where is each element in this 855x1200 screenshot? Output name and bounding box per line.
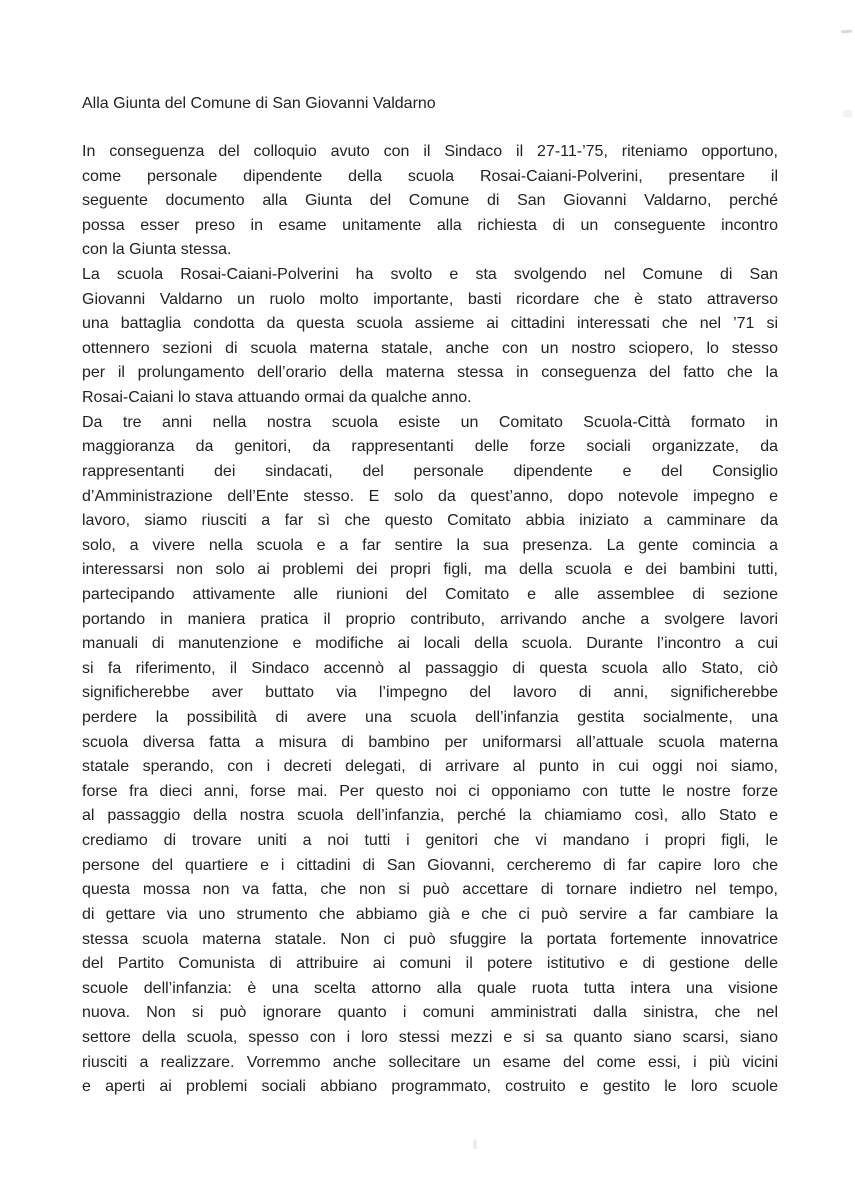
recipient-line: Alla Giunta del Comune di San Giovanni Valdarno xyxy=(82,95,436,112)
scan-artifact xyxy=(843,110,852,117)
letter-body xyxy=(82,140,778,1100)
text-line: maggioranza da genitori, da rappresentanti delle forze sociali organizzate, da xyxy=(82,438,778,456)
text-line: come personale dipendente della scuola Rosai-Caiani-Polverini, presentare il xyxy=(82,167,778,185)
scan-artifact xyxy=(841,30,852,34)
text-line: per il prolungamento dell’orario della materna stessa in conseguenza del fatto che la xyxy=(82,364,778,382)
text-line: settore della scuola, spesso con i loro stessi mezzi e si sa quanto siano scarsi, siano xyxy=(82,1028,778,1046)
text-line: persone del quartiere e i cittadini di San Giovanni, cercheremo di far capire loro che xyxy=(82,856,778,874)
text-line: perdere la possibilità di avere una scuola dell’infanzia gestita socialmente, una xyxy=(82,709,778,727)
text-line: interessarsi non solo ai problemi dei propri figli, ma della scuola e dei bambini tutti, xyxy=(82,561,778,579)
text-line: significherebbe aver buttato via l’impegno del lavoro di anni, significherebbe xyxy=(82,684,778,702)
text-line: possa esser preso in esame unitamente alla richiesta di un conseguente incontro xyxy=(82,216,778,234)
text-line: Rosai-Caiani lo stava attuando ormai da qualche anno. xyxy=(82,389,472,407)
text-line: lavoro, siamo riusciti a far sì che questo Comitato abbia iniziato a camminare da xyxy=(82,512,778,530)
text-line: questa mossa non va fatta, che non si può accettare di tornare indietro nel tempo, xyxy=(82,881,778,899)
text-line: ottennero sezioni di scuola materna statale, anche con un nostro sciopero, lo stesso xyxy=(82,339,778,357)
text-line: La scuola Rosai-Caiani-Polverini ha svolto e sta svolgendo nel Comune di San xyxy=(82,266,778,284)
text-line: di gettare via uno strumento che abbiamo già e che ci può servire a far cambiare la xyxy=(82,905,778,923)
text-line: portando in maniera pratica il proprio contributo, arrivando anche a svolgere lavori xyxy=(82,610,778,628)
text-line: partecipando attivamente alle riunioni del Comitato e alle assemblee di sezione xyxy=(82,585,778,603)
text-line: e aperti ai problemi sociali abbiano programmato, costruito e gestito le loro scuole xyxy=(82,1078,778,1096)
text-line: solo, a vivere nella scuola e a far sentire la sua presenza. La gente comincia a xyxy=(82,536,778,554)
text-line: una battaglia condotta da questa scuola assieme ai cittadini interessati che nel ’71 si xyxy=(82,315,778,333)
text-line: crediamo di trovare uniti a noi tutti i genitori che vi mandano i propri figli, le xyxy=(82,832,778,850)
text-line: In conseguenza del colloquio avuto con il Sindaco il 27-11-’75, riteniamo opportuno, xyxy=(82,143,778,160)
text-line: d’Amministrazione dell’Ente stesso. E solo da quest’anno, dopo notevole impegno e xyxy=(82,487,778,505)
text-line: forse fra dieci anni, forse mai. Per questo noi ci opponiamo con tutte le nostre forze xyxy=(82,782,778,800)
text-line: statale sperando, con i decreti delegati, di arrivare al punto in cui oggi noi siamo, xyxy=(82,758,778,776)
text-line: scuola diversa fatta a misura di bambino per uniformarsi all’attuale scuola materna xyxy=(82,733,778,751)
text-line: con la Giunta stessa. xyxy=(82,241,232,259)
text-line: seguente documento alla Giunta del Comune di San Giovanni Valdarno, perché xyxy=(82,192,778,210)
text-line: del Partito Comunista di attribuire ai comuni il potere istitutivo e di gestione delle xyxy=(82,955,778,973)
text-line: Da tre anni nella nostra scuola esiste un Comitato Scuola-Città formato in xyxy=(82,413,778,431)
text-line: scuole dell’infanzia: è una scelta attorno alla quale ruota tutta intera una visione xyxy=(82,979,778,997)
text-line: stessa scuola materna statale. Non ci può sfuggire la portata fortemente innovatrice xyxy=(82,930,778,948)
text-line: nuova. Non si può ignorare quanto i comuni amministrati dalla sinistra, che nel xyxy=(82,1004,778,1022)
scan-artifact xyxy=(473,1140,477,1149)
text-line: riusciti a realizzare. Vorremmo anche sollecitare un esame del come essi, i più vicini xyxy=(82,1053,778,1071)
text-line: rappresentanti dei sindacati, del personale dipendente e del Consiglio xyxy=(82,462,778,480)
text-line: Giovanni Valdarno un ruolo molto importante, basti ricordare che è stato attraverso xyxy=(82,290,778,308)
text-line: si fa riferimento, il Sindaco accennò al passaggio di questa scuola allo Stato, ciò xyxy=(82,659,778,677)
text-line: manuali di manutenzione e modifiche ai locali della scuola. Durante l’incontro a cui xyxy=(82,635,778,653)
text-line: al passaggio della nostra scuola dell’infanzia, perché la chiamiamo così, allo Stato e xyxy=(82,807,778,825)
